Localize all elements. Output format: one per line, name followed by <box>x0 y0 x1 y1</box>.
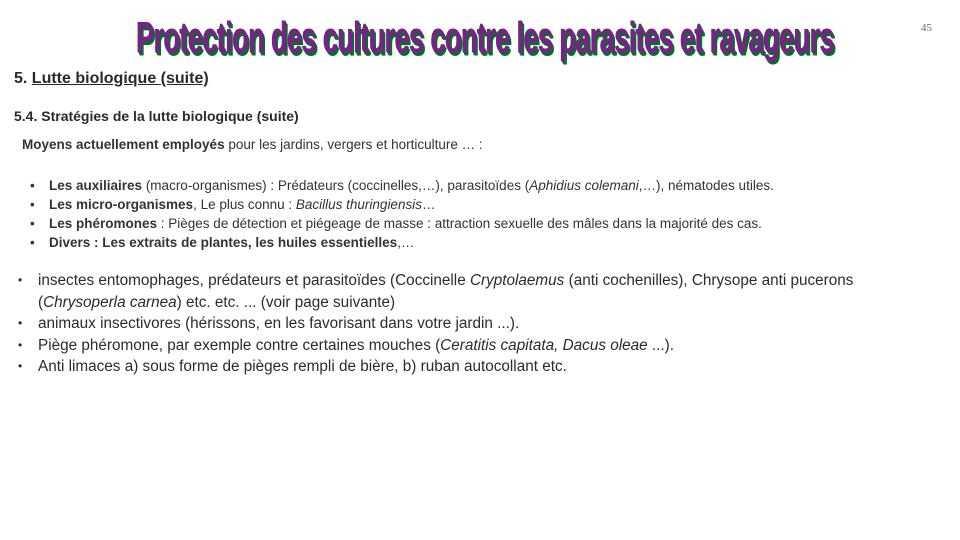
list-item <box>30 176 774 195</box>
item-text: ...). <box>647 336 675 354</box>
section-heading <box>14 70 209 88</box>
intro-rest: pour les jardins, vergers et horticulture … : <box>224 137 483 152</box>
bullet: • <box>18 359 23 373</box>
section-label: Lutte biologique (suite) <box>31 70 209 87</box>
item-bold: Les micro-organismes <box>49 197 194 212</box>
examples-list <box>18 270 918 378</box>
page-number: 45 <box>921 22 932 34</box>
bullet: • <box>30 178 35 193</box>
list-item <box>18 270 918 313</box>
item-italic: Cryptolaemus <box>469 272 565 289</box>
bullet: • <box>30 197 35 212</box>
bullet: • <box>30 235 35 250</box>
item-text: : Pièges de détection et piégeage de masse : attraction sexuelle des mâles dans la majorité des cas. <box>157 216 762 231</box>
bullet: • <box>18 337 23 352</box>
item-bold: Les auxiliaires <box>49 178 143 193</box>
means-list <box>30 176 774 252</box>
list-item <box>18 335 918 357</box>
item-text: animaux insectivores (hérissons, en les favorisant dans votre jardin ...). <box>38 315 520 332</box>
intro-bold: Moyens actuellement employés <box>22 137 225 152</box>
item-text: Piège phéromone, par exemple contre certaines mouches ( <box>38 336 441 354</box>
subsection-heading: 5.4. Stratégies de la lutte biologique (suite) <box>14 108 299 124</box>
item-text: (macro-organismes) : Prédateurs (coccinelles,…), parasitoïdes ( <box>142 178 530 193</box>
item-italic: Ceratitis capitata, Dacus oleae <box>440 336 648 354</box>
slide-title: Protection des cultures contre les parasites et ravageurs <box>135 14 834 63</box>
item-text: Anti limaces a) sous forme de pièges rempli de bière, b) ruban autocollant etc. <box>38 358 567 375</box>
item-text: (anti cochenilles), Chrysope anti pucerons ( <box>38 272 854 311</box>
item-text: insectes entomophages, prédateurs et parasitoïdes (Coccinelle <box>38 272 470 289</box>
item-text: ) etc. etc. ... (voir page suivante) <box>176 293 396 311</box>
intro-line <box>22 137 483 152</box>
item-text: , Le plus connu : <box>193 197 296 212</box>
list-item <box>30 233 774 252</box>
list-item <box>30 195 774 214</box>
bullet: • <box>18 316 23 330</box>
item-text: ,… <box>397 235 415 250</box>
slide-title-container <box>0 14 960 63</box>
list-item <box>18 356 918 378</box>
item-text: ,…), nématodes utiles. <box>638 178 774 193</box>
item-italic: Aphidius colemani <box>529 178 639 193</box>
list-item <box>30 214 774 233</box>
bullet: • <box>30 216 35 231</box>
item-italic: Chrysoperla carnea <box>43 293 177 311</box>
item-bold: Divers : Les extraits de plantes, les huiles essentielles <box>49 235 398 250</box>
list-item <box>18 313 918 335</box>
bullet: • <box>18 273 23 287</box>
section-number: 5. <box>14 70 28 87</box>
item-bold: Les phéromones <box>49 216 158 231</box>
item-italic: Bacillus thuringiensis <box>295 197 422 212</box>
item-text: … <box>421 197 436 212</box>
